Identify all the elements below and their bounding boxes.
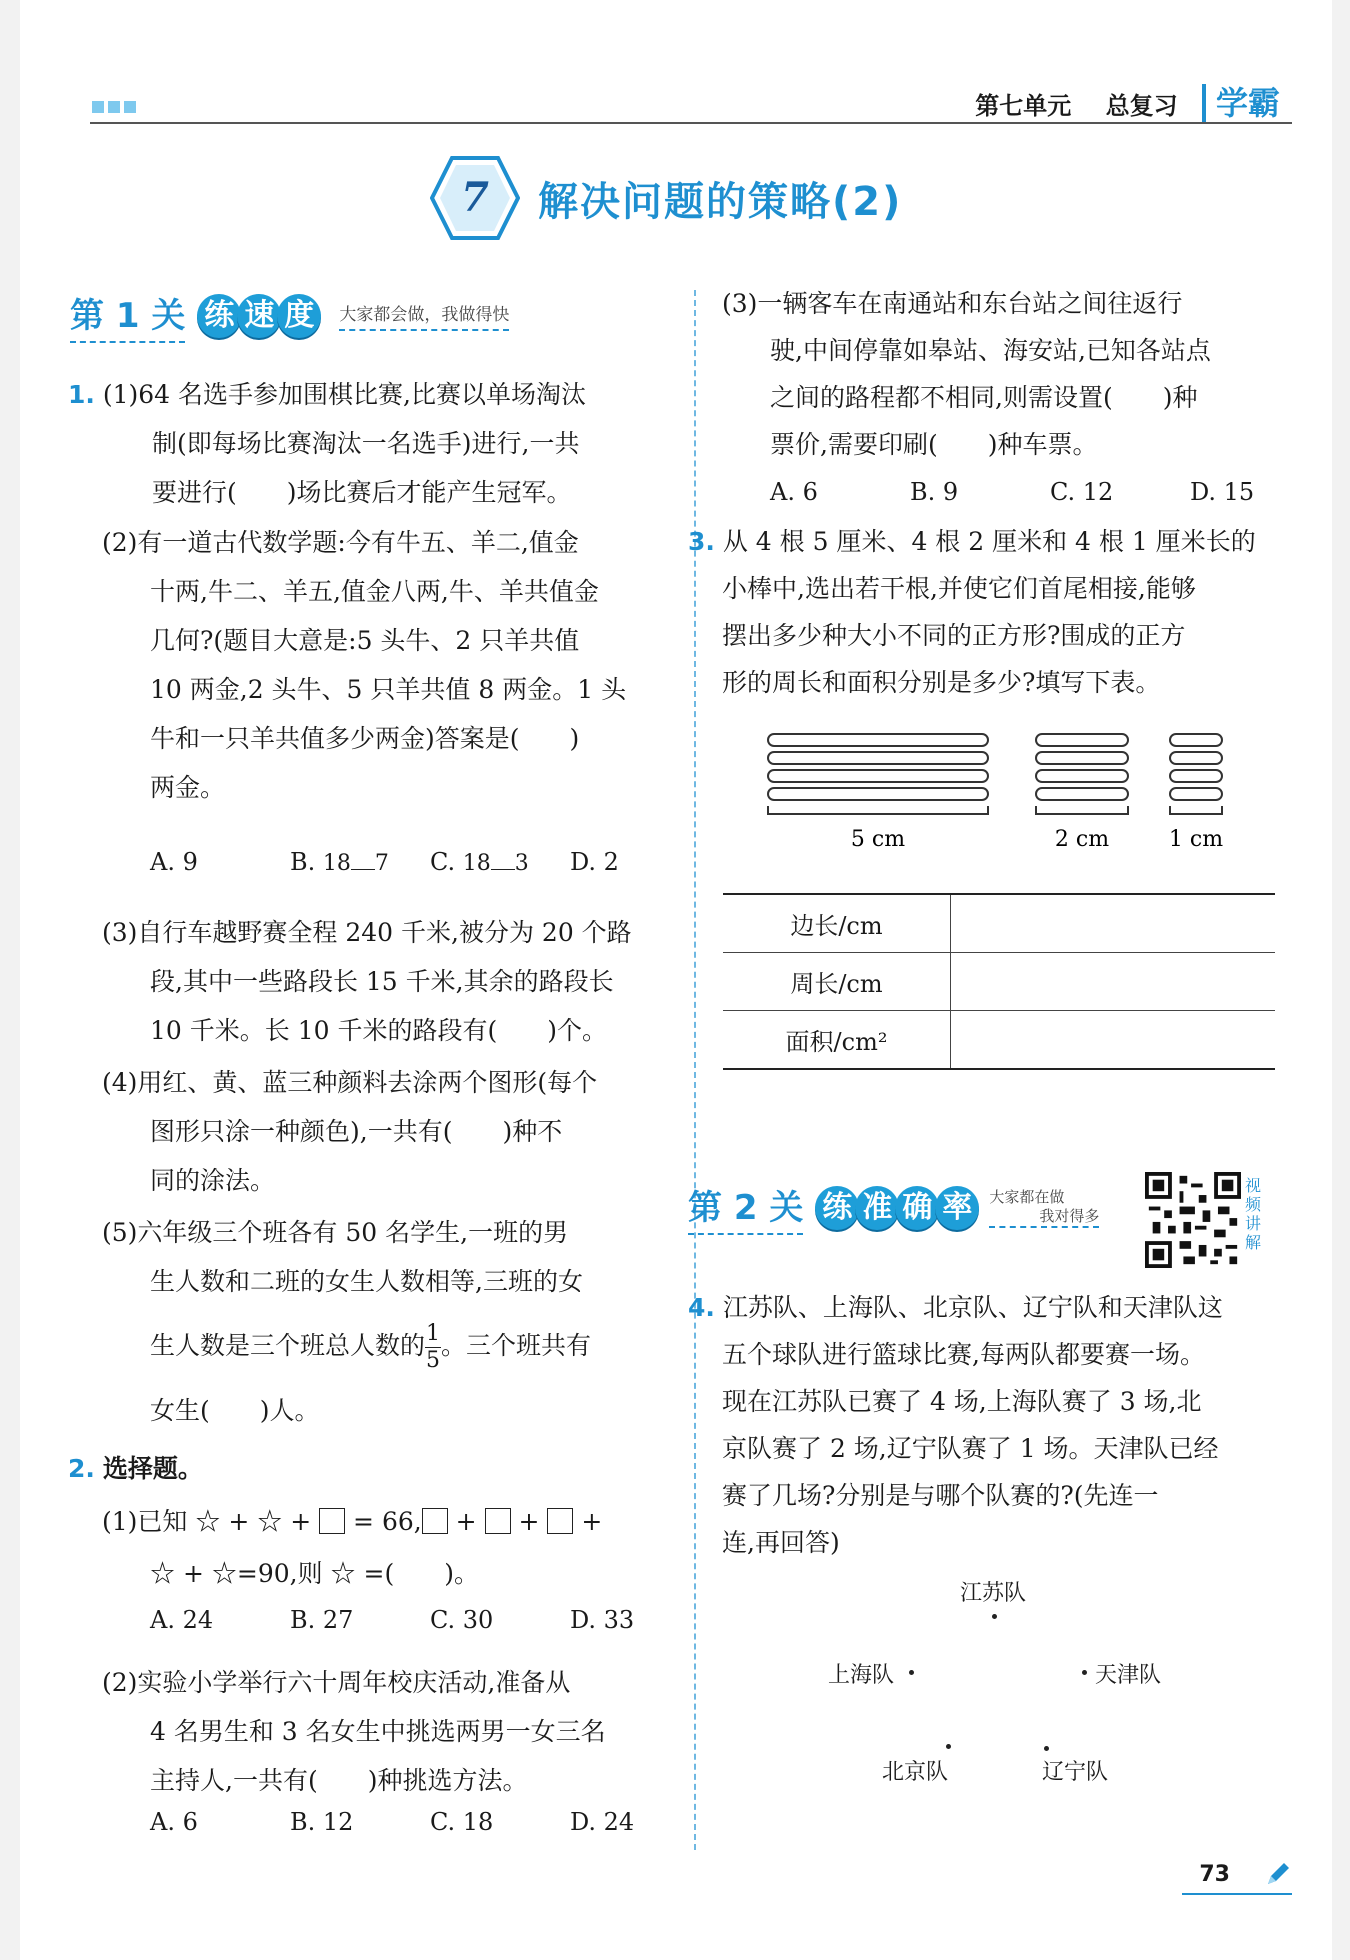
- answer-cell[interactable]: [951, 894, 1276, 953]
- video-explain-label[interactable]: 视频讲解: [1245, 1176, 1262, 1252]
- lesson-title-bar: [430, 155, 902, 241]
- text-line: 江苏队、上海队、北京队、辽宁队和天津队这: [722, 1293, 1223, 1322]
- team-liaoning: 辽宁队: [1042, 1760, 1109, 1785]
- option-a: A. 6: [770, 478, 818, 506]
- text-line: 女生( )人。: [150, 1396, 320, 1425]
- section-2-tag: 大家都在做 我对得多: [989, 1188, 1099, 1228]
- table-row: [723, 1011, 1275, 1070]
- section-1-tag: 大家都会做，我做得快: [339, 300, 509, 331]
- sticks-figure: [760, 728, 1280, 878]
- point-tianjin[interactable]: [1082, 1670, 1087, 1675]
- text-line: 票价,需要印刷( )种车票。: [770, 430, 1098, 459]
- header-right: [975, 78, 1280, 124]
- question-2-part-3: [722, 280, 1312, 468]
- text-line: 两金。: [150, 773, 226, 802]
- star-icon: ☆: [257, 1507, 283, 1536]
- header-rule: [90, 122, 1292, 124]
- question-1-part-4: [102, 1058, 682, 1205]
- team-tianjin: 天津队: [1095, 1663, 1162, 1688]
- question-2-part-2: [102, 1658, 692, 1805]
- option-a: A. 6: [150, 1808, 198, 1836]
- text-line: 段,其中一些路段长 15 千米,其余的路段长: [150, 967, 614, 996]
- text-line: (2)实验小学举行六十周年校庆活动,准备从: [102, 1668, 571, 1697]
- section-2-header: [688, 1180, 1099, 1235]
- team-beijing: 北京队: [882, 1760, 949, 1785]
- option-b: B. 12: [290, 1808, 354, 1836]
- sticks-1cm: [1170, 734, 1222, 814]
- question-1-2-options: [150, 832, 710, 892]
- lesson-number: 7: [461, 174, 489, 221]
- sticks-2cm: [1036, 734, 1128, 814]
- stick-label: 5 cm: [850, 827, 906, 852]
- question-number: 1.: [68, 380, 95, 409]
- option-c: C. 18 3: [430, 848, 529, 876]
- question-2-title: [68, 1444, 668, 1493]
- review-label: 总复习: [1105, 92, 1178, 120]
- text-line: 从 4 根 5 厘米、4 根 2 厘米和 4 根 1 厘米长的: [722, 527, 1256, 556]
- option-c: C. 12: [1050, 478, 1114, 506]
- text-line: 4 名男生和 3 名女生中挑选两男一女三名: [150, 1717, 606, 1746]
- square-icon: [485, 1508, 511, 1534]
- square-icon: [319, 1508, 345, 1534]
- page-number: 73: [1199, 1862, 1230, 1887]
- text-line: (4)用红、黄、蓝三种颜料去涂两个图形(每个: [102, 1068, 598, 1097]
- question-1-part-3: [102, 908, 682, 1055]
- brand-logo: 学霸: [1202, 84, 1280, 122]
- section-1-name: 第 1 关: [70, 288, 185, 343]
- text-line: 京队赛了 2 场,辽宁队赛了 1 场。天津队已经: [722, 1434, 1219, 1463]
- option-b: B. 27: [290, 1606, 354, 1634]
- text-line: 形的周长和面积分别是多少?填写下表。: [722, 668, 1161, 697]
- section-2-badges: [819, 1186, 979, 1230]
- text-line: 之间的路程都不相同,则需设置( )种: [770, 383, 1198, 412]
- square-icon: [547, 1508, 573, 1534]
- lesson-title: 解决问题的策略(2): [538, 178, 903, 225]
- text-line: 牛和一只羊共值多少两金)答案是( ): [150, 724, 580, 753]
- stick-label: 2 cm: [1054, 827, 1110, 852]
- team-shanghai: 上海队: [828, 1663, 895, 1688]
- option-d: D. 15: [1190, 478, 1255, 506]
- section-1-header: [70, 288, 509, 343]
- option-d: D. 24: [570, 1808, 635, 1836]
- point-jiangsu[interactable]: [992, 1614, 997, 1619]
- answer-table: [723, 893, 1275, 1070]
- star-icon: ☆: [195, 1507, 221, 1536]
- square-icon: [422, 1508, 448, 1534]
- text-line: 十两,牛二、羊五,值金八两,牛、羊共值金: [150, 577, 599, 606]
- question-title: 选择题。: [102, 1454, 203, 1483]
- answer-cell[interactable]: [951, 953, 1276, 1011]
- badge-char: 练: [815, 1186, 859, 1230]
- text-line: 生人数是三个班总人数的 $\frac{1}{5}$ 。三个班共有: [150, 1321, 592, 1373]
- question-number: 3.: [688, 527, 715, 556]
- star-icon: ☆: [211, 1559, 237, 1588]
- star-icon: ☆: [330, 1559, 356, 1588]
- badge-char: 度: [277, 294, 321, 338]
- badge-char: 准: [855, 1186, 899, 1230]
- option-b: B. 9: [910, 478, 959, 506]
- header-dots: [92, 98, 140, 117]
- badge-char: 率: [935, 1186, 979, 1230]
- text-line: 10 千米。长 10 千米的路段有( )个。: [150, 1016, 607, 1045]
- option-c: C. 30: [430, 1606, 494, 1634]
- row-label: 边长/cm: [723, 894, 951, 953]
- answer-cell[interactable]: [951, 1011, 1276, 1070]
- option-c: C. 18: [430, 1808, 494, 1836]
- text-line: 连,再回答): [722, 1528, 840, 1557]
- table-row: [723, 894, 1275, 953]
- text-line: 摆出多少种大小不同的正方形?围成的正方: [722, 621, 1186, 650]
- text-line: 生人数和二班的女生人数相等,三班的女: [150, 1267, 583, 1296]
- option-b: B. 18 7: [290, 848, 389, 876]
- lesson-number-badge: [430, 155, 520, 241]
- text-line: 制(即每场比赛淘汰一名选手)进行,一共: [152, 429, 580, 458]
- question-number: 4.: [688, 1293, 715, 1322]
- text-line: 赛了几场?分别是与哪个队赛的?(先连一: [722, 1481, 1159, 1510]
- question-2-1-options: [150, 1606, 710, 1634]
- sticks-5cm: [768, 734, 988, 814]
- text-line: 主持人,一共有( )种挑选方法。: [150, 1766, 528, 1795]
- text-line: 同的涂法。: [150, 1166, 276, 1195]
- badge-char: 练: [197, 294, 241, 338]
- option-a: A. 24: [150, 1606, 214, 1634]
- row-label: 面积/cm²: [723, 1011, 951, 1070]
- text-line: 小棒中,选出若干根,并使它们首尾相接,能够: [722, 574, 1196, 603]
- stick-label: 1 cm: [1168, 827, 1224, 852]
- star-icon: ☆: [150, 1559, 176, 1588]
- team-jiangsu: 江苏队: [960, 1581, 1027, 1606]
- text-line: (5)六年级三个班各有 50 名学生,一班的男: [102, 1218, 569, 1247]
- text-line: 几何?(题目大意是:5 头牛、2 只羊共值: [150, 626, 580, 655]
- point-liaoning[interactable]: [1044, 1746, 1049, 1751]
- text-line: (3)自行车越野赛全程 240 千米,被分为 20 个路: [102, 918, 632, 947]
- question-1-part-2: [102, 518, 682, 812]
- option-d: D. 33: [570, 1606, 635, 1634]
- row-label: 周长/cm: [723, 953, 951, 1011]
- question-3-text: [688, 518, 1308, 706]
- text-line: (1)已知 ☆ + ☆ + = 66, + + +: [102, 1507, 603, 1536]
- question-4-text: [688, 1284, 1308, 1566]
- section-2-name: 第 2 关: [688, 1180, 803, 1235]
- point-beijing[interactable]: [946, 1744, 951, 1749]
- question-2-2-options: [150, 1808, 710, 1836]
- text-line: 要进行( )场比赛后才能产生冠军。: [152, 478, 572, 507]
- question-1-part-1: [68, 370, 668, 517]
- workbook-page: [20, 0, 1332, 1960]
- question-1-part-5: [102, 1208, 682, 1435]
- question-2-part-1: [102, 1496, 692, 1600]
- pencil-icon: [1264, 1860, 1292, 1888]
- text-line: ☆ + ☆=90,则 ☆ =( )。: [150, 1559, 479, 1588]
- text-line: 现在江苏队已赛了 4 场,上海队赛了 3 场,北: [722, 1387, 1202, 1416]
- option-a: A. 9: [150, 848, 198, 876]
- page-number-rule: [1182, 1893, 1292, 1895]
- question-2-3-options: [770, 478, 1330, 506]
- point-shanghai[interactable]: [909, 1670, 914, 1675]
- badge-char: 确: [895, 1186, 939, 1230]
- unit-label: 第七单元: [975, 92, 1072, 120]
- text-line: 驶,中间停靠如皋站、海安站,已知各站点: [770, 336, 1211, 365]
- badge-char: 速: [237, 294, 281, 338]
- text-line: (1)64 名选手参加围棋比赛,比赛以单场淘汰: [102, 380, 586, 409]
- table-row: [723, 953, 1275, 1011]
- text-line: 图形只涂一种颜色),一共有( )种不: [150, 1117, 563, 1146]
- question-number: 2.: [68, 1454, 95, 1483]
- text-line: 五个球队进行篮球比赛,每两队都要赛一场。: [722, 1340, 1205, 1369]
- section-1-badges: [201, 294, 321, 338]
- qr-code-icon[interactable]: [1145, 1172, 1241, 1268]
- text-line: (2)有一道古代数学题:今有牛五、羊二,值金: [102, 528, 579, 557]
- text-line: 10 两金,2 头牛、5 只羊共值 8 两金。1 头: [150, 675, 627, 704]
- option-d: D. 2: [570, 848, 619, 876]
- text-line: (3)一辆客车在南通站和东台站之间往返行: [722, 289, 1183, 318]
